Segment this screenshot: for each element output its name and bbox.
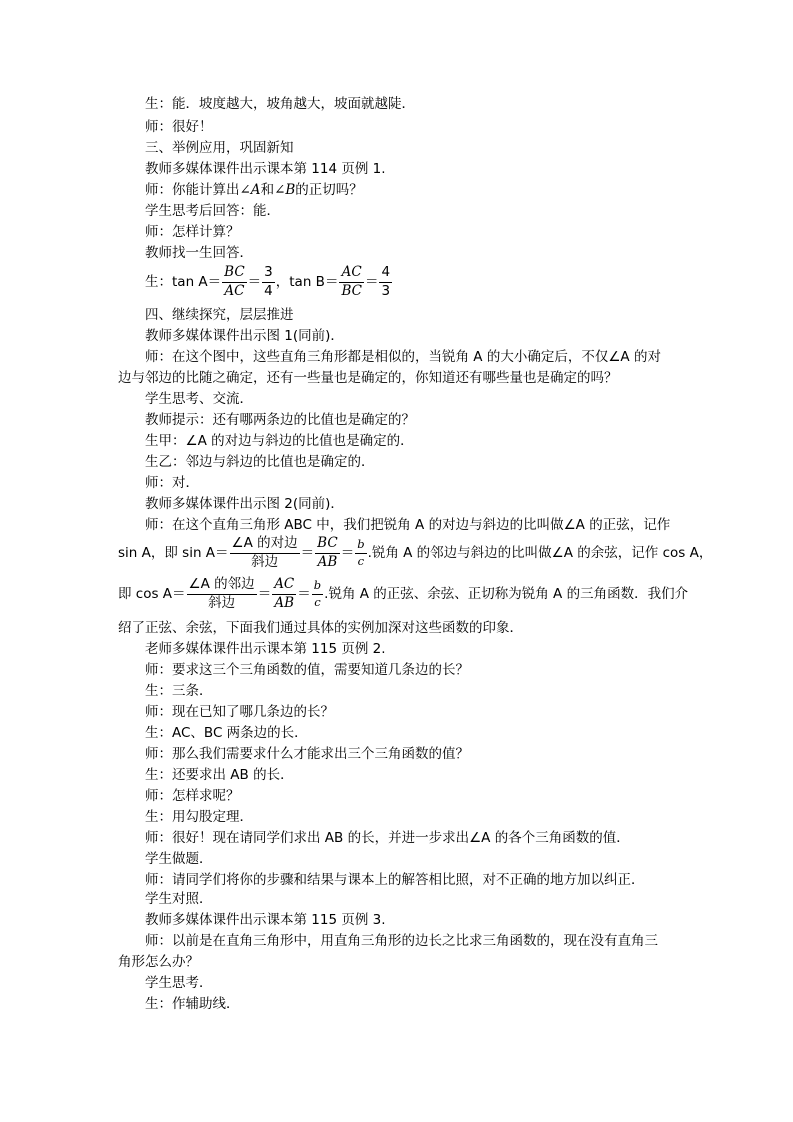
text-line: 学生思考、交流．: [145, 391, 253, 407]
sine-definition-line: [118, 535, 712, 571]
text-line: 师：在这个直角三角形 ABC 中，我们把锐角 A 的对边与斜边的比叫做∠A 的正弦，记作: [145, 517, 671, 533]
text-line: 师：怎样计算？: [145, 224, 240, 240]
text-line: 教师多媒体课件出示课本第 114 页例 1.: [145, 161, 386, 177]
text-line: 教师多媒体课件出示图 2(同前)．: [145, 496, 344, 512]
tan-b-label: tan B: [289, 274, 325, 290]
text-line: 教师提示：还有哪两条边的比值也是确定的？: [145, 412, 415, 428]
text-line: 边与邻边的比随之确定，还有一些量也是确定的，你知道还有哪些量也是确定的吗？: [118, 370, 618, 386]
equals-sign: ＝: [247, 274, 262, 290]
text-line: 生：用勾股定理．: [145, 809, 253, 825]
separator: ，: [275, 274, 290, 290]
text-segment: 师：你能计算出: [145, 182, 240, 198]
text-line: 学生对照．: [145, 891, 213, 907]
numerator: b: [312, 580, 323, 595]
fraction: [312, 580, 323, 608]
numerator: ∠A 的邻边: [187, 578, 257, 595]
text-line: 师：怎样求呢？: [145, 788, 240, 804]
tangent-formula-line: [145, 265, 393, 299]
cosine-definition-line: [118, 576, 688, 612]
equals-sign: ＝: [364, 274, 379, 290]
fraction: [187, 578, 257, 610]
fraction: [315, 537, 340, 569]
fraction: [222, 266, 247, 298]
angle-symbol: ∠B: [274, 182, 296, 198]
text-line: 学生做题．: [145, 851, 213, 867]
numerator: 3: [262, 266, 275, 283]
numerator: ∠A 的对边: [230, 537, 300, 554]
text-line: 老师多媒体课件出示课本第 115 页例 2.: [145, 641, 386, 657]
fraction: [339, 266, 364, 298]
fraction: [379, 266, 392, 298]
text-line: [145, 182, 363, 198]
text-line: 教师多媒体课件出示图 1(同前)．: [145, 328, 344, 344]
section-heading: 三、举例应用，巩固新知: [145, 140, 294, 156]
fraction: [355, 539, 366, 567]
text-segment: 的正切吗？: [295, 182, 363, 198]
text-segment: .锐角 A 的邻边与斜边的比叫做∠A 的余弦，记作 cos A，: [367, 545, 713, 561]
text-line: 学生思考．: [145, 975, 213, 991]
equals-sign: ＝: [300, 545, 315, 561]
denominator: AB: [274, 594, 295, 611]
text-line: 师：对．: [145, 475, 199, 491]
denominator: 4: [264, 282, 273, 299]
equals-sign: ＝: [324, 274, 339, 290]
numerator: BC: [222, 266, 247, 283]
text-line: 生：作辅助线．: [145, 996, 240, 1012]
text-line: 师：那么我们需要求什么才能求出三个三角函数的值？: [145, 746, 469, 762]
text-line: 师：很好！: [145, 119, 213, 135]
text-line: 角形怎么办？: [118, 954, 199, 970]
text-line: 师：要求这三个三角函数的值，需要知道几条边的长？: [145, 662, 469, 678]
denominator: 斜边: [251, 553, 279, 570]
text-line: 生乙：邻边与斜边的比值也是确定的．: [145, 454, 375, 470]
fraction: [272, 578, 296, 610]
text-line: 教师多媒体课件出示课本第 115 页例 3.: [145, 912, 386, 928]
equals-sign: ＝: [340, 545, 355, 561]
text-line: 师：请同学们将你的步骤和结果与课本上的解答相比照，对不正确的地方加以纠正．: [145, 872, 645, 888]
text-segment: .锐角 A 的正弦、余弦、正切称为锐角 A 的三角函数．我们介: [324, 586, 689, 602]
denominator: c: [314, 594, 321, 609]
text-segment: 即 cos A: [118, 586, 173, 602]
text-line: 生甲：∠A 的对边与斜边的比值也是确定的．: [145, 433, 414, 449]
denominator: 斜边: [208, 594, 236, 611]
text-line: 教师找一生回答．: [145, 245, 253, 261]
text-line: 师：现在已知了哪几条边的长？: [145, 704, 334, 720]
text-segment: 生：: [145, 274, 172, 290]
text-line: 师：在这个图中，这些直角三角形都是相似的，当锐角 A 的大小确定后，不仅∠A 的对: [145, 349, 661, 365]
equals-sign: ＝: [297, 586, 311, 602]
numerator: AC: [272, 578, 296, 595]
angle-symbol: ∠A: [239, 182, 261, 198]
numerator: 4: [379, 266, 392, 283]
text-line: 师：以前是在直角三角形中，用直角三角形的边长之比求三角函数的，现在没有直角三: [145, 933, 658, 949]
denominator: AB: [317, 553, 338, 570]
text-line: 生：能．坡度越大，坡角越大，坡面就越陡．: [145, 96, 415, 112]
equals-sign: ＝: [257, 586, 272, 602]
numerator: b: [355, 539, 366, 554]
text-line: 生：AC、BC 两条边的长．: [145, 725, 308, 741]
denominator: 3: [381, 282, 391, 299]
denominator: BC: [341, 282, 362, 299]
text-segment: sin A，即 sin A: [118, 545, 216, 561]
numerator: BC: [315, 537, 340, 554]
tan-a-label: tan A: [172, 274, 208, 290]
fraction: [262, 266, 275, 298]
text-line: 学生思考后回答：能．: [145, 203, 280, 219]
equals-sign: ＝: [172, 586, 186, 602]
text-line: 绍了正弦、余弦，下面我们通过具体的实例加深对这些函数的印象．: [118, 620, 523, 636]
text-line: 生：还要求出 AB 的长．: [145, 767, 294, 783]
equals-sign: ＝: [207, 274, 222, 290]
section-heading: 四、继续探究，层层推进: [145, 307, 294, 323]
text-line: 师：很好！现在请同学们求出 AB 的长，并进一步求出∠A 的各个三角函数的值．: [145, 830, 630, 846]
denominator: AC: [224, 282, 245, 299]
numerator: AC: [339, 266, 364, 283]
fraction: [230, 537, 300, 569]
text-segment: 和: [260, 182, 275, 198]
denominator: c: [357, 553, 365, 568]
text-line: 生：三条．: [145, 683, 213, 699]
equals-sign: ＝: [215, 545, 229, 561]
